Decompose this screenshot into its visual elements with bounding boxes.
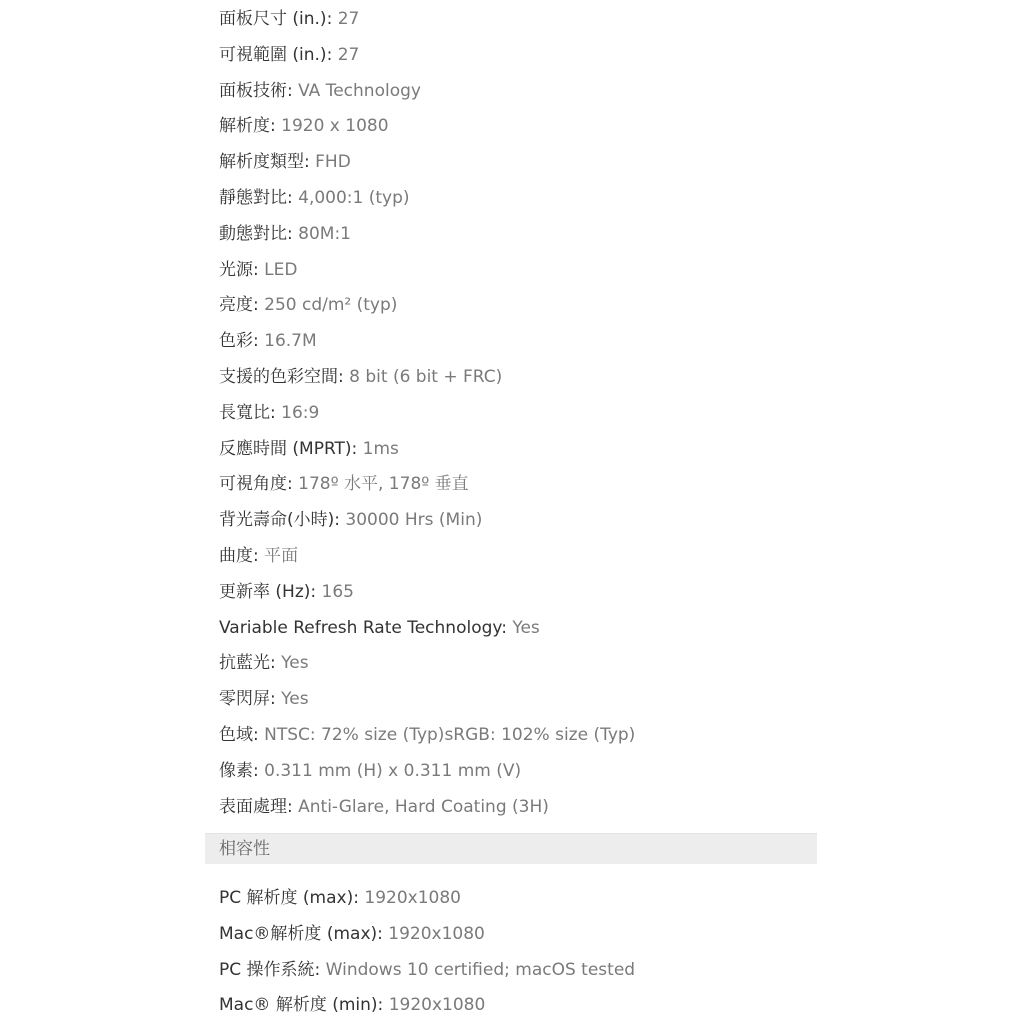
spec-value: 27 xyxy=(332,44,360,65)
spec-label: 靜態對比: xyxy=(219,187,293,208)
spec-row-color-space xyxy=(219,360,635,396)
spec-row-panel-size xyxy=(219,2,635,38)
spec-label: 反應時間 (MPRT): xyxy=(219,438,358,459)
spec-value: VA Technology xyxy=(292,80,421,101)
spec-label: 支援的色彩空間: xyxy=(219,366,344,387)
spec-row-color-gamut xyxy=(219,718,635,754)
spec-row-dynamic-contrast xyxy=(219,217,635,253)
spec-value: 1920 x 1080 xyxy=(275,116,389,137)
spec-label: 長寬比: xyxy=(219,402,276,423)
spec-value: 30000 Hrs (Min) xyxy=(340,510,483,531)
section-title: 相容性 xyxy=(219,839,270,859)
spec-label: 色彩: xyxy=(219,331,259,352)
spec-label: 可視範圍 (in.): xyxy=(219,44,333,65)
spec-label: 表面處理: xyxy=(219,796,293,817)
spec-label: 可視角度: xyxy=(219,474,293,495)
spec-row-viewable-area xyxy=(219,38,635,74)
spec-label: Mac®解析度 (max): xyxy=(219,923,383,944)
spec-row-curvature xyxy=(219,539,635,575)
spec-label: 光源: xyxy=(219,259,259,280)
spec-value: 165 xyxy=(316,581,354,602)
spec-row-refresh-rate xyxy=(219,575,635,611)
spec-value: 4,000:1 (typ) xyxy=(292,187,410,208)
compatibility-list xyxy=(219,881,635,1024)
spec-value: 16:9 xyxy=(275,402,320,423)
spec-value: Yes xyxy=(275,689,309,710)
spec-value: 80M:1 xyxy=(292,223,351,244)
compat-row-pc-resolution-max xyxy=(219,881,635,917)
spec-label: 零閃屏: xyxy=(219,689,276,710)
spec-label: 更新率 (Hz): xyxy=(219,581,317,602)
spec-row-static-contrast xyxy=(219,181,635,217)
spec-row-light-source xyxy=(219,253,635,289)
spec-value: 178º 水平, 178º 垂直 xyxy=(292,474,469,495)
spec-row-colors xyxy=(219,324,635,360)
spec-value: FHD xyxy=(309,152,351,173)
spec-row-resolution xyxy=(219,109,635,145)
spec-row-flicker-free xyxy=(219,682,635,718)
spec-row-panel-technology xyxy=(219,74,635,110)
spec-label: 抗藍光: xyxy=(219,653,276,674)
spec-list xyxy=(219,2,635,825)
compatibility-section-header xyxy=(205,833,817,864)
spec-row-resolution-type xyxy=(219,145,635,181)
spec-row-blue-light xyxy=(219,646,635,682)
spec-row-vrr xyxy=(219,611,635,647)
spec-value: LED xyxy=(258,259,298,280)
spec-row-aspect-ratio xyxy=(219,396,635,432)
spec-label: 面板技術: xyxy=(219,80,293,101)
spec-label: PC 操作系統: xyxy=(219,959,321,980)
spec-value: 27 xyxy=(332,9,360,29)
spec-label: 解析度: xyxy=(219,116,276,137)
spec-value: Yes xyxy=(506,617,540,638)
spec-value: 250 cd/m² (typ) xyxy=(258,295,398,316)
spec-value: 8 bit (6 bit + FRC) xyxy=(343,366,503,387)
spec-value: Yes xyxy=(275,653,309,674)
spec-label: 亮度: xyxy=(219,295,259,316)
compat-row-mac-resolution-min xyxy=(219,988,635,1024)
spec-row-surface-treatment xyxy=(219,790,635,826)
spec-label: 曲度: xyxy=(219,545,259,566)
spec-label: 背光壽命(小時): xyxy=(219,510,340,531)
compat-row-pc-os xyxy=(219,953,635,989)
spec-label: 動態對比: xyxy=(219,223,293,244)
spec-value: 1920x1080 xyxy=(383,995,486,1016)
spec-row-brightness xyxy=(219,288,635,324)
spec-value: 1ms xyxy=(357,438,399,459)
spec-label: 色域: xyxy=(219,724,259,745)
spec-label: 解析度類型: xyxy=(219,152,310,173)
compat-row-mac-resolution-max xyxy=(219,917,635,953)
spec-label: 面板尺寸 (in.): xyxy=(219,9,333,29)
spec-value: NTSC: 72% size (Typ)sRGB: 102% size (Typ) xyxy=(258,724,636,745)
spec-label: Mac® 解析度 (min): xyxy=(219,995,384,1016)
spec-value: 0.311 mm (H) x 0.311 mm (V) xyxy=(258,760,522,781)
spec-row-response-time xyxy=(219,432,635,468)
spec-value: 16.7M xyxy=(258,331,317,352)
spec-value: Anti-Glare, Hard Coating (3H) xyxy=(292,796,549,817)
spec-label: 像素: xyxy=(219,760,259,781)
spec-value: Windows 10 certified; macOS tested xyxy=(320,959,636,980)
spec-row-viewing-angle xyxy=(219,467,635,503)
spec-label: Variable Refresh Rate Technology: xyxy=(219,617,507,638)
spec-label: PC 解析度 (max): xyxy=(219,888,359,908)
spec-value: 1920x1080 xyxy=(358,888,461,908)
spec-row-pixel-pitch xyxy=(219,754,635,790)
spec-row-backlight-life xyxy=(219,503,635,539)
spec-value: 1920x1080 xyxy=(382,923,485,944)
spec-value: 平面 xyxy=(258,545,299,566)
